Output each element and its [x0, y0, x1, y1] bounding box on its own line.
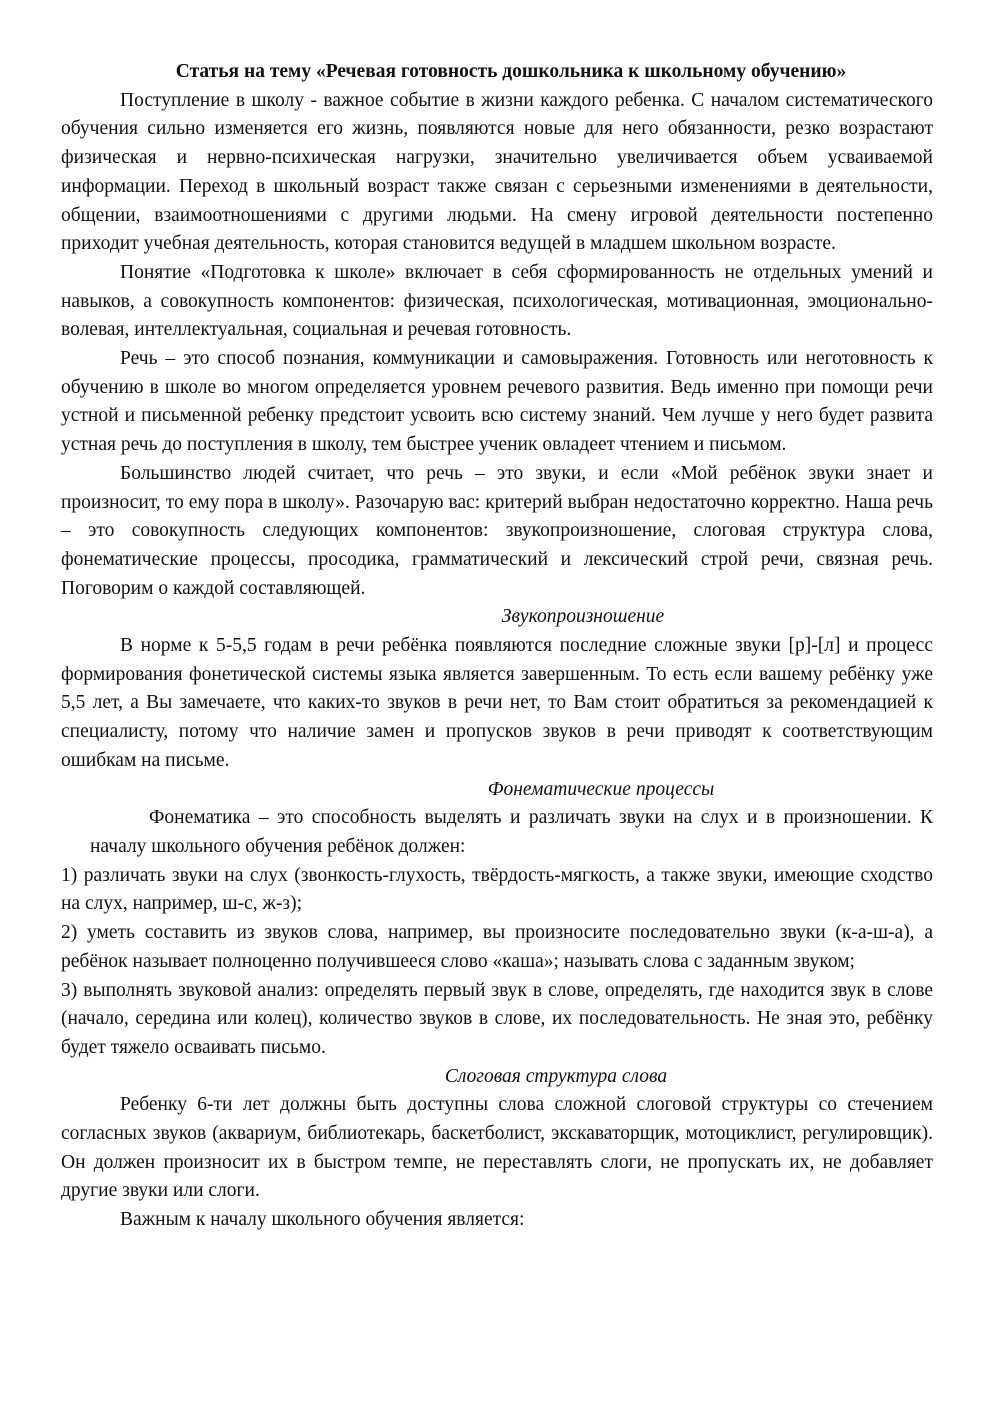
list-item-2: 2) уметь составить из звуков слова, например, вы произносите последовательно звуки (к-а-ш-а), а ребёнок называет полноценно получившееся слово «каша»; называть слова с заданным звуком; [61, 922, 933, 972]
list-item-3: 3) выполнять звуковой анализ: определять первый звук в слове, определять, где находится звук в слове (начало, середина или колец), количество звуков в слове, их последовательность. Не зная это, ребёнку будет тяжело осваивать письмо. [61, 979, 933, 1058]
list-item-1: 1) различать звуки на слух (звонкость-глухость, твёрдость-мягкость, а также звуки, имеющие сходство на слух, например, ш-с, ж-з); [61, 864, 933, 915]
section-heading-syllable-structure: Слоговая структура слова [444, 1065, 668, 1087]
paragraph-sound-pronunciation: В норме к 5-5,5 годам в речи ребёнка появляются последние сложные звуки [р]-[л] и процесс формирования фонетической системы языка является завершенным. То есть если вашему ребёнку уже 5,5 лет, а Вы замечаете, что каких-то звуков в речи нет, то Вам стоит обратиться за рекомендацией к специалисту, потому что наличие замен и пропусков звуков в речи приводят к соответствующим ошибкам на письме. [61, 635, 933, 771]
paragraph-speech-components: Большинство людей считает, что речь – это звуки, и если «Мой ребёнок звуки знает и произносит, то ему пора в школу». Разочарую вас: критерий выбран недостаточно корректно. Наша речь – это совокупность следующих компонентов: звукопроизношение, слоговая структура слова, фонематические процессы, просодика, грамматический и лексический строй речи, связная речь. Поговорим о каждой составляющей. [61, 462, 933, 599]
paragraph-school-entry: Поступление в школу - важное событие в жизни каждого ребенка. С началом систематического обучения сильно изменяется его жизнь, появляются новые для него обязанности, резко возрастают физическая и нервно-психическая нагрузки, значительно увеличивается объем усваиваемой информации. Переход в школьный возраст также связан с серьезными изменениями в деятельности, общении, взаимоотношениями с другими людьми. На смену игровой деятельности постепенно приходит учебная деятельность, которая становится ведущей в младшем школьном возрасте. [61, 89, 933, 255]
paragraph-important-start: Важным к началу школьного обучения является: [120, 1209, 525, 1231]
document-title: Статья на тему «Речевая готовность дошкольника к школьному обучению» [175, 61, 847, 82]
section-heading-phonemic-processes: Фонематические процессы [487, 778, 715, 800]
paragraph-phonemics: Фонематика – это способность выделять и различать звуки на слух и в произношении. К началу школьного обучения ребёнок должен: [90, 807, 933, 857]
section-heading-sound-pronunciation: Звукопроизношение [501, 606, 665, 628]
paragraph-school-preparation: Понятие «Подготовка к школе» включает в себя сформированность не отдельных умений и навыков, а совокупность компонентов: физическая, психологическая, мотивационная, эмоционально-волевая, интеллектуальная, социальная и речевая готовность. [61, 261, 933, 341]
paragraph-speech-definition: Речь – это способ познания, коммуникации и самовыражения. Готовность или неготовность к обучению в школе во многом определяется уровнем речевого развития. Ведь именно при помощи речи устной и письменной ребенку предстоит усвоить всю систему знаний. Чем лучше у него будет развита устная речь до поступления в школу, тем быстрее ученик овладеет чтением и письмом. [61, 348, 933, 456]
paragraph-syllable-structure: Ребенку 6-ти лет должны быть доступны слова сложной слоговой структуры со стечением согласных звуков (аквариум, библиотекарь, баскетболист, экскаваторщик, мотоциклист, регулировщик). Он должен произносит их в быстром темпе, не переставлять слоги, не пропускать их, не добавляет другие звуки или слоги. [61, 1094, 933, 1202]
document-page [61, 58, 933, 1235]
